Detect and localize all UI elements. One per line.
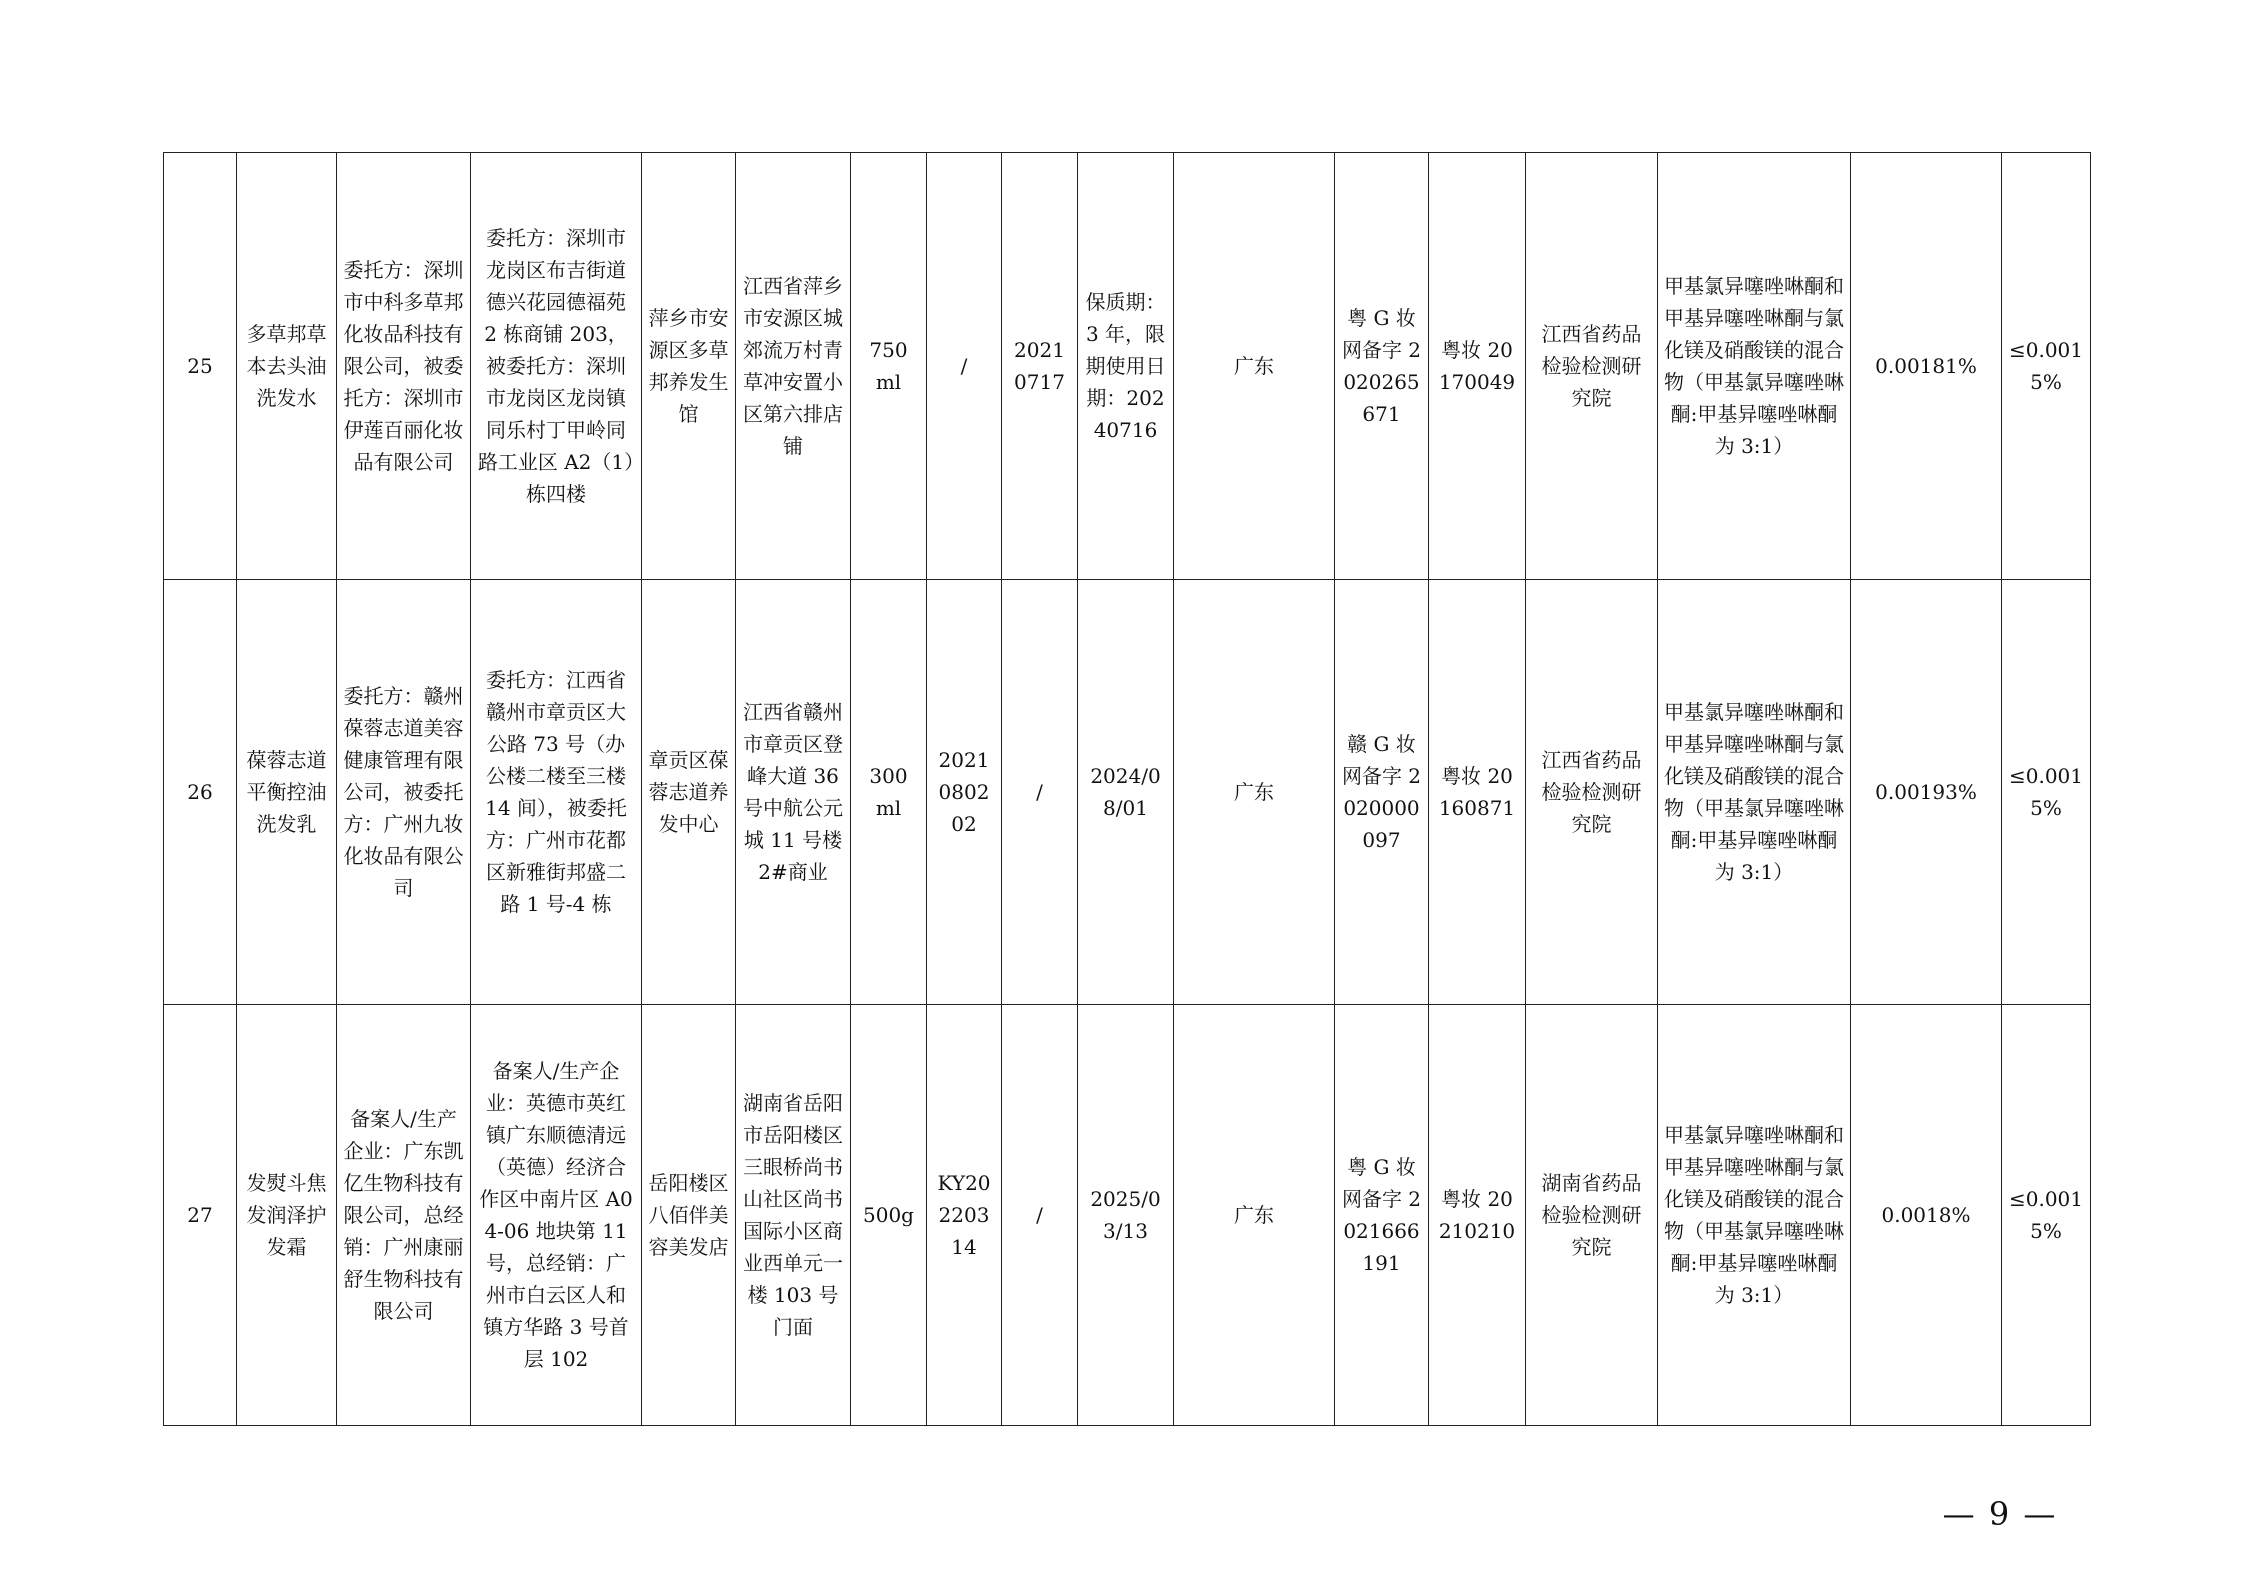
test-item-cell: 甲基氯异噻唑啉酮和甲基异噻唑啉酮与氯化镁及硝酸镁的混合物（甲基氯异噻唑啉酮:甲基异噻唑啉酮为 3:1） bbox=[1658, 1005, 1851, 1426]
standard-limit-cell: ≤0.0015% bbox=[2002, 1005, 2091, 1426]
registrant-cell: 委托方：深圳市中科多草邦化妆品科技有限公司，被委托方：深圳市伊莲百丽化妆品有限公司 bbox=[337, 153, 471, 580]
license-number-cell: 粤妆 20210210 bbox=[1429, 1005, 1526, 1426]
test-result-cell: 0.00181% bbox=[1851, 153, 2002, 580]
store-name-cell: 萍乡市安源区多草邦养发生馆 bbox=[642, 153, 736, 580]
specification-cell: 750 ml bbox=[851, 153, 927, 580]
row-number-cell: 27 bbox=[164, 1005, 237, 1426]
product-name-cell: 葆蓉志道平衡控油洗发乳 bbox=[237, 580, 337, 1005]
standard-limit-cell: ≤0.0015% bbox=[2002, 580, 2091, 1005]
table-row bbox=[164, 153, 2091, 580]
license-number-cell: 粤妆 20160871 bbox=[1429, 580, 1526, 1005]
registrant-address-cell: 委托方：深圳市龙岗区布吉街道德兴花园德福苑 2 栋商铺 203，被委托方：深圳市龙岗区龙岗镇同乐村丁甲岭同路工业区 A2（1）栋四楼 bbox=[471, 153, 642, 580]
testing-agency-cell: 江西省药品检验检测研究院 bbox=[1526, 580, 1658, 1005]
batch-number-cell: / bbox=[927, 153, 1002, 580]
store-name-cell: 章贡区葆蓉志道养发中心 bbox=[642, 580, 736, 1005]
production-date-cell: / bbox=[1002, 580, 1078, 1005]
table-row bbox=[164, 1005, 2091, 1426]
expiry-cell: 2025/03/13 bbox=[1078, 1005, 1174, 1426]
expiry-cell: 2024/08/01 bbox=[1078, 580, 1174, 1005]
test-result-cell: 0.00193% bbox=[1851, 580, 2002, 1005]
store-address-cell: 江西省赣州市章贡区登峰大道 36 号中航公元城 11 号楼 2#商业 bbox=[736, 580, 851, 1005]
filing-number-cell: 粤 G 妆网备字 2020265671 bbox=[1335, 153, 1429, 580]
registrant-cell: 备案人/生产企业：广东凯亿生物科技有限公司，总经销：广州康丽舒生物科技有限公司 bbox=[337, 1005, 471, 1426]
standard-limit-cell: ≤0.0015% bbox=[2002, 153, 2091, 580]
specification-cell: 500g bbox=[851, 1005, 927, 1426]
origin-cell: 广东 bbox=[1174, 1005, 1335, 1426]
registrant-address-cell: 备案人/生产企业：英德市英红镇广东顺德清远（英德）经济合作区中南片区 A04-06 地块第 11 号，总经销：广州市白云区人和镇方华路 3 号首层 102 bbox=[471, 1005, 642, 1426]
test-item-cell: 甲基氯异噻唑啉酮和甲基异噻唑啉酮与氯化镁及硝酸镁的混合物（甲基氯异噻唑啉酮:甲基异噻唑啉酮为 3:1） bbox=[1658, 153, 1851, 580]
product-name-cell: 发熨斗焦发润泽护发霜 bbox=[237, 1005, 337, 1426]
filing-number-cell: 赣 G 妆网备字 2020000097 bbox=[1335, 580, 1429, 1005]
registrant-address-cell: 委托方：江西省赣州市章贡区大公路 73 号（办公楼二楼至三楼 14 间），被委托方：广州市花都区新雅街邦盛二路 1 号-4 栋 bbox=[471, 580, 642, 1005]
batch-number-cell: 20210802 02 bbox=[927, 580, 1002, 1005]
origin-cell: 广东 bbox=[1174, 580, 1335, 1005]
testing-agency-cell: 江西省药品检验检测研究院 bbox=[1526, 153, 1658, 580]
origin-cell: 广东 bbox=[1174, 153, 1335, 580]
filing-number-cell: 粤 G 妆网备字 2021666191 bbox=[1335, 1005, 1429, 1426]
license-number-cell: 粤妆 20170049 bbox=[1429, 153, 1526, 580]
results-table bbox=[163, 152, 2091, 1426]
production-date-cell: / bbox=[1002, 1005, 1078, 1426]
product-name-cell: 多草邦草本去头油洗发水 bbox=[237, 153, 337, 580]
row-number-cell: 25 bbox=[164, 153, 237, 580]
registrant-cell: 委托方：赣州葆蓉志道美容健康管理有限公司，被委托方：广州九妆化妆品有限公司 bbox=[337, 580, 471, 1005]
specification-cell: 300 ml bbox=[851, 580, 927, 1005]
test-item-cell: 甲基氯异噻唑啉酮和甲基异噻唑啉酮与氯化镁及硝酸镁的混合物（甲基氯异噻唑啉酮:甲基异噻唑啉酮为 3:1） bbox=[1658, 580, 1851, 1005]
expiry-cell: 保质期：3 年，限期使用日期：20240716 bbox=[1078, 153, 1174, 580]
page-number: — 9 — bbox=[1942, 1495, 2058, 1533]
store-address-cell: 湖南省岳阳市岳阳楼区三眼桥尚书山社区尚书国际小区商业西单元一楼 103 号门面 bbox=[736, 1005, 851, 1426]
store-address-cell: 江西省萍乡市安源区城郊流万村青草冲安置小区第六排店铺 bbox=[736, 153, 851, 580]
testing-agency-cell: 湖南省药品检验检测研究院 bbox=[1526, 1005, 1658, 1426]
production-date-cell: 20210717 bbox=[1002, 153, 1078, 580]
table-row bbox=[164, 580, 2091, 1005]
row-number-cell: 26 bbox=[164, 580, 237, 1005]
store-name-cell: 岳阳楼区八佰伴美容美发店 bbox=[642, 1005, 736, 1426]
batch-number-cell: KY20220314 bbox=[927, 1005, 1002, 1426]
test-result-cell: 0.0018% bbox=[1851, 1005, 2002, 1426]
